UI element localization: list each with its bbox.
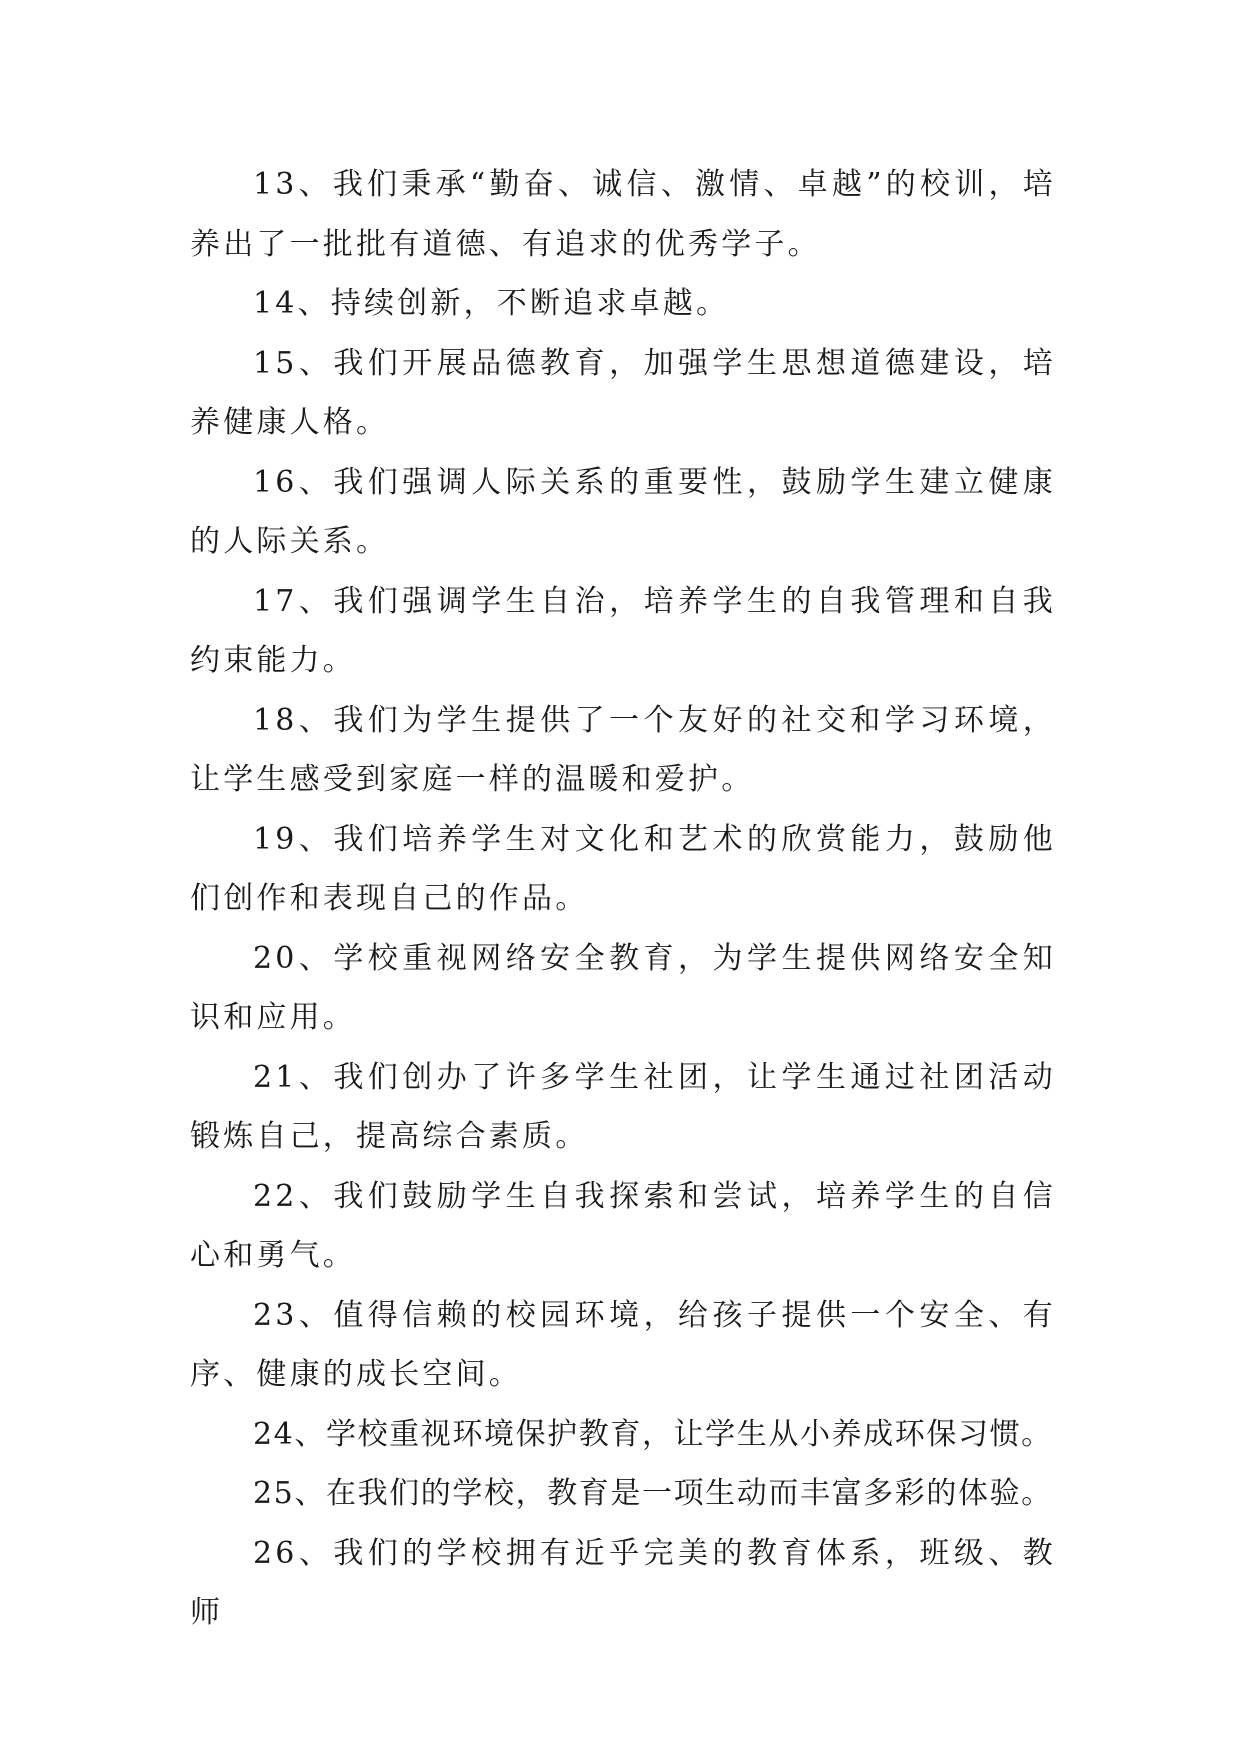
document-body xyxy=(190,155,1056,1643)
paragraph-14: 14、持续创新，不断追求卓越。 xyxy=(253,286,730,321)
paragraph-15: 15、我们开展品德教育，加强学生思想道德建设，培养健康人格。 xyxy=(190,345,1056,440)
paragraph-21: 21、我们创办了许多学生社团，让学生通过社团活动锻炼自己，提高综合素质。 xyxy=(190,1059,1056,1154)
paragraph-22: 22、我们鼓励学生自我探索和尝试，培养学生的自信心和勇气。 xyxy=(190,1178,1056,1273)
paragraph-24: 24、学校重视环境保护教育，让学生从小养成环保习惯。 xyxy=(253,1416,1053,1452)
paragraph-19: 19、我们培养学生对文化和艺术的欣赏能力，鼓励他们创作和表现自己的作品。 xyxy=(190,821,1056,916)
paragraph-18: 18、我们为学生提供了一个友好的社交和学习环境，让学生感受到家庭一样的温暖和爱护。 xyxy=(190,702,1056,797)
paragraph-25: 25、在我们的学校，教育是一项生动而丰富多彩的体验。 xyxy=(253,1476,1053,1511)
paragraph-17: 17、我们强调学生自治，培养学生的自我管理和自我约束能力。 xyxy=(190,583,1056,678)
paragraph-20: 20、学校重视网络安全教育，为学生提供网络安全知识和应用。 xyxy=(190,940,1056,1035)
paragraph-13: 13、我们秉承“勤奋、诚信、激情、卓越”的校训，培养出了一批批有道德、有追求的优秀学子。 xyxy=(190,167,1056,262)
paragraph-26: 26、我们的学校拥有近乎完美的教育体系，班级、教师 xyxy=(190,1535,1056,1630)
paragraph-23: 23、值得信赖的校园环境，给孩子提供一个安全、有序、健康的成长空间。 xyxy=(190,1297,1056,1392)
paragraph-16: 16、我们强调人际关系的重要性，鼓励学生建立健康的人际关系。 xyxy=(190,464,1056,559)
